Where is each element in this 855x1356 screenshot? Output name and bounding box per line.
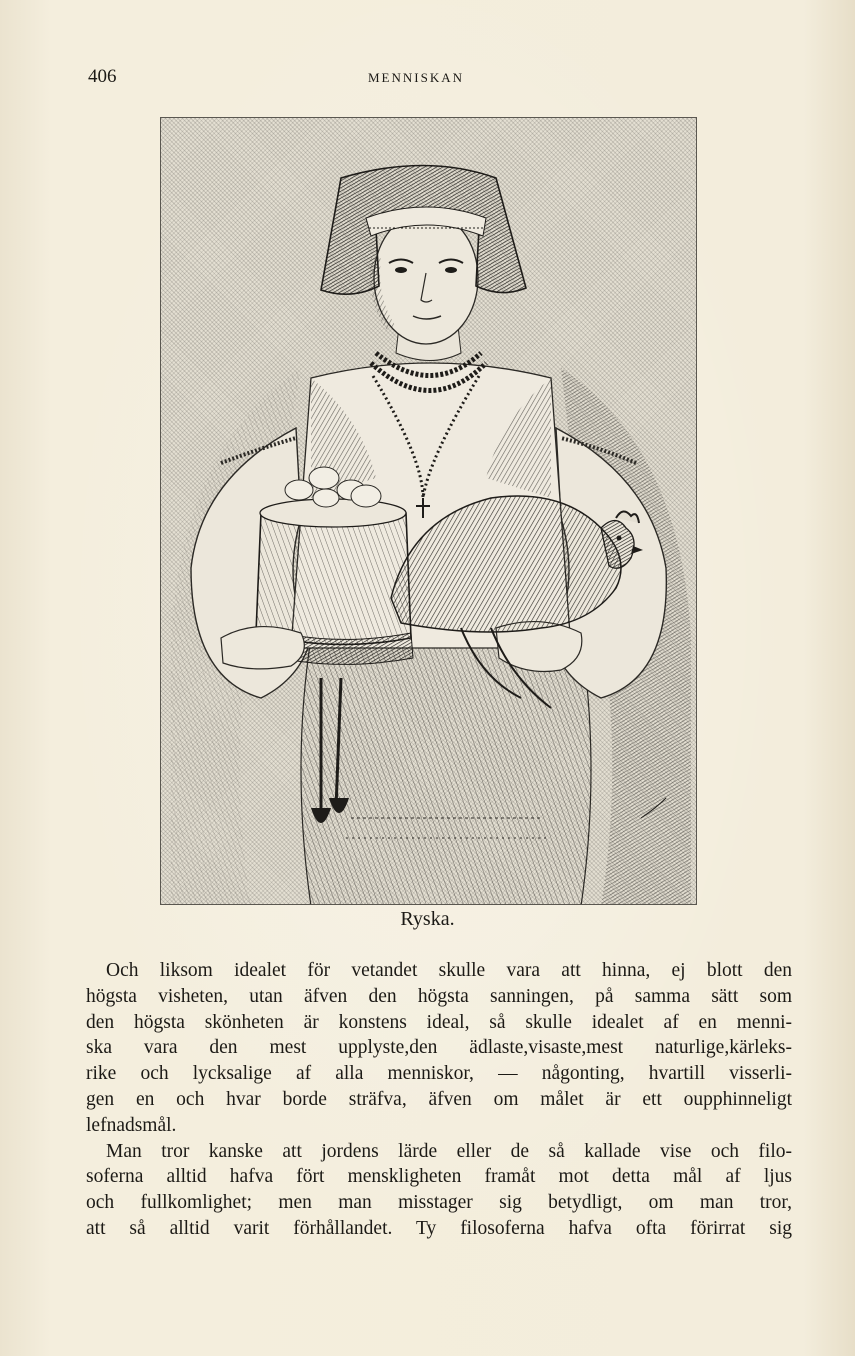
engraving-illustration <box>160 117 697 905</box>
text-line: ska vara den mest upplyste,den ädlaste,visaste,mest naturlige,kärleks- <box>86 1037 792 1059</box>
text-line: Och liksom idealet för vetandet skulle vara att hinna, ej blott den <box>106 960 792 981</box>
text-line: soferna alltid hafva fört menskligheten framåt mot detta mål af ljus <box>86 1166 792 1188</box>
text-line: rike och lycksalige af alla menniskor, — någonting, hvartill visserli- <box>86 1063 792 1085</box>
text-line: att så alltid varit förhållandet. Ty filosoferna hafva ofta förirrat sig <box>86 1217 792 1239</box>
text-line: och fullkomlighet; men man misstager sig betydligt, om man tror, <box>86 1192 792 1214</box>
illustration-caption: Ryska. <box>400 908 455 930</box>
text-line: lefnadsmål. <box>86 1114 177 1136</box>
text-line: högsta visheten, utan äfven den högsta sanningen, på samma sätt som <box>86 985 792 1007</box>
text-line: Man tror kanske att jordens lärde eller de så kallade vise och filo- <box>106 1140 792 1162</box>
body-text <box>86 958 792 1242</box>
running-head: MENNISKAN <box>368 70 464 85</box>
woman-with-hen-engraving <box>161 118 697 905</box>
text-line: gen en och hvar borde sträfva, äfven om målet är ett oupphinneligt <box>86 1088 792 1110</box>
page-number: 406 <box>88 66 117 87</box>
page-header <box>88 66 791 94</box>
text-line: den högsta skönheten är konstens ideal, så skulle idealet af en menni- <box>86 1011 792 1033</box>
